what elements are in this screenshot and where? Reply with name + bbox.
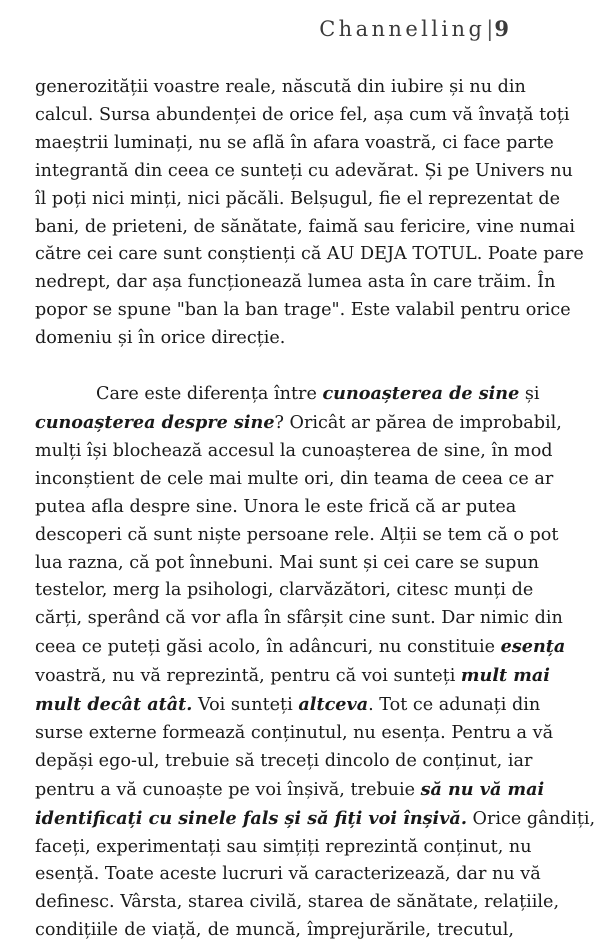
text-line: inconștient de cele mai multe ori, din teama de ceea ce ar	[35, 468, 554, 489]
page-number: 9	[494, 16, 509, 41]
text-line: cărți, sperând că vor afla în sfârșit cine sunt. Dar nimic din	[35, 608, 563, 629]
text-line: definesc. Vârsta, starea civilă, starea de sănătate, relațiile,	[35, 892, 560, 913]
emphasis: altceva	[298, 694, 369, 716]
text-line: calcul. Sursa abundenței de orice fel, așa cum vă învață toți	[35, 104, 570, 125]
emphasis: cunoașterea despre sine	[35, 411, 275, 433]
text-run: pentru a vă cunoaște pe voi înșivă, trebuie	[35, 779, 421, 800]
text-run: și	[519, 384, 540, 405]
text-line: descoperi că sunt niște persoane rele. Alții se tem că o pot	[35, 524, 559, 545]
text-line: depăși ego-ul, trebuie să treceți dincolo de conținut, iar	[35, 750, 533, 771]
text-line: popor se spune "ban la ban trage". Este valabil pentru orice	[35, 300, 571, 321]
text-line	[35, 633, 566, 662]
emphasis: mult decât atât.	[35, 694, 193, 716]
emphasis: esența	[500, 636, 566, 658]
page-body	[35, 74, 595, 945]
text-run: ceea ce puteți găsi acolo, în adâncuri, nu constituie	[35, 637, 501, 658]
text-run: . Tot ce adunați din	[368, 695, 541, 716]
text-line: generozității voastre reale, născută din iubire și nu din	[35, 77, 526, 97]
text-line: integrantă din ceea ce sunteți cu adevărat. Și pe Univers nu	[35, 160, 573, 181]
text-line: către cei care sunt conștienți că AU DEJA TOTUL. Poate pare	[35, 244, 584, 265]
text-line: surse externe formează conținutul, nu esența. Pentru a vă	[35, 722, 554, 743]
text-line: îl poți nici minți, nici păcăli. Belșugul, fie el reprezentat de	[35, 188, 561, 209]
text-run: Orice gândiți,	[466, 808, 595, 829]
text-line	[35, 691, 541, 720]
text-line	[35, 662, 550, 691]
text-run: Care este diferența între	[96, 384, 323, 405]
text-line: maeștrii luminați, nu se află în afara voastră, ci face parte	[35, 132, 554, 153]
text-line	[35, 776, 545, 805]
text-line: faceți, experimentați sau simțiți reprezintă conținut, nu	[35, 836, 532, 857]
text-line	[35, 380, 540, 409]
text-run: ? Oricât ar părea de improbabil,	[274, 412, 562, 433]
text-line: nedrept, dar așa funcționează lumea asta în care trăim. În	[35, 272, 556, 293]
text-line	[35, 409, 562, 438]
emphasis: mult mai	[460, 665, 550, 687]
text-line: esență. Toate aceste lucruri vă caracterizează, dar nu vă	[35, 864, 541, 885]
text-run: voastră, nu vă reprezintă, pentru că voi sunteți	[35, 666, 461, 687]
text-line: putea afla despre sine. Unora le este frică că ar putea	[35, 496, 517, 517]
emphasis: identificați cu sinele fals și să fiți voi înșivă.	[35, 807, 467, 829]
paragraph-1	[35, 74, 584, 353]
text-line	[35, 805, 595, 834]
book-title: Channelling	[319, 17, 486, 41]
running-header	[319, 16, 509, 41]
text-line: testelor, merg la psihologi, clarvăzători, citesc munți de	[35, 580, 534, 601]
text-line: domeniu și în orice direcție.	[35, 328, 286, 349]
text-line: lua razna, că pot înnebuni. Mai sunt și cei care se supun	[35, 552, 539, 573]
emphasis: cunoașterea de sine	[322, 383, 520, 405]
text-run: Voi sunteți	[192, 695, 299, 716]
header-separator: |	[486, 17, 494, 41]
text-line: mulți își blochează accesul la cunoașterea de sine, în mod	[35, 440, 553, 461]
paragraph-2	[35, 380, 595, 945]
emphasis: să nu vă mai	[420, 778, 545, 800]
text-line: bani, de prieteni, de sănătate, faimă sau fericire, vine numai	[35, 216, 575, 237]
text-line: condițiile de viață, de muncă, împrejurările, trecutul,	[35, 920, 514, 941]
